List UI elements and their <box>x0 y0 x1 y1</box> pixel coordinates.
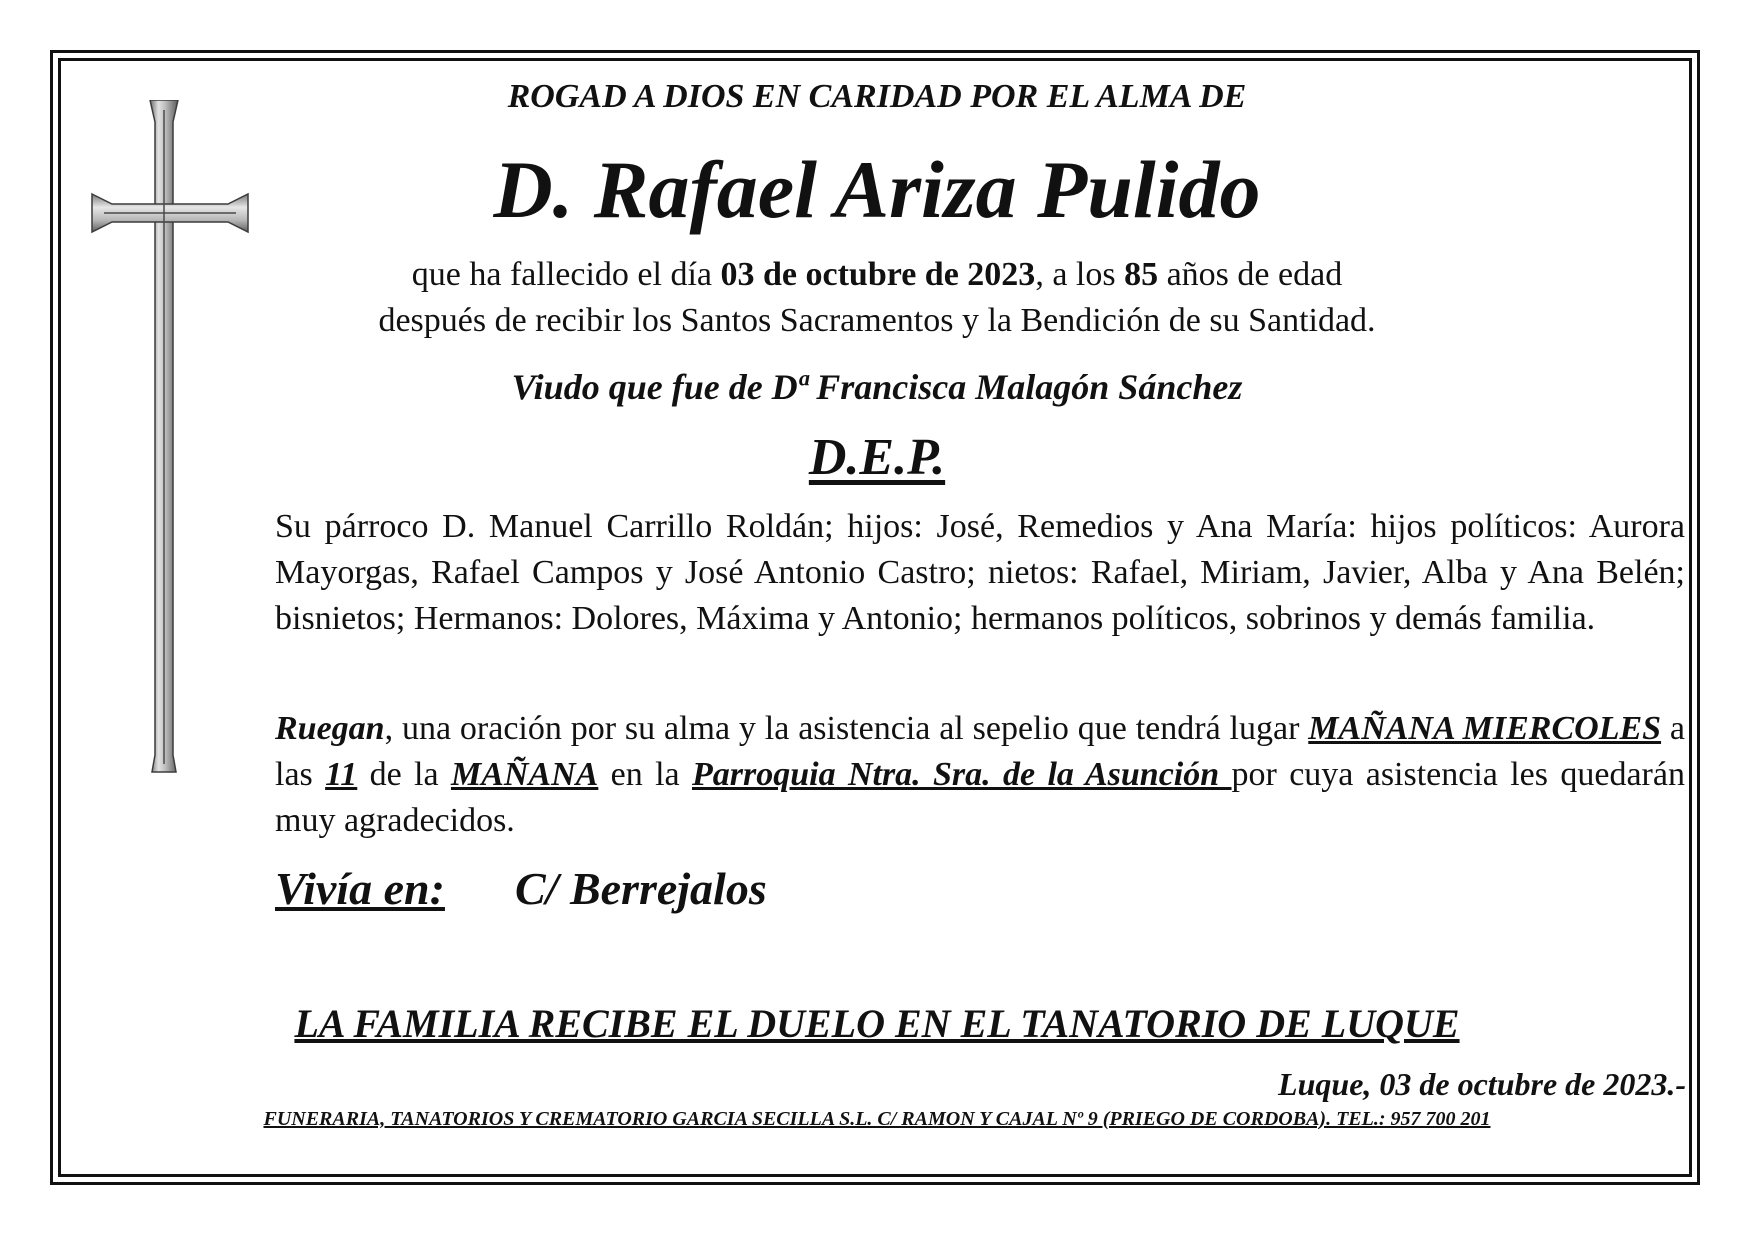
ruegan-text-4: en la <box>598 756 692 793</box>
place-date: Luque, 03 de octubre de 2023.- <box>1278 1066 1686 1102</box>
deceased-name: D. Rafael Ariza Pulido <box>493 144 1261 235</box>
ruegan-lead: Ruegan <box>275 710 385 747</box>
ruegan-text-2: a las <box>275 710 1685 793</box>
widow-line: Viudo que fue de Dª Francisca Malagón Sánchez <box>511 367 1243 407</box>
ruegan-text-1: , una oración por su alma y la asistencia al sepelio que tendrá lugar <box>384 710 1309 747</box>
residence-address: C/ Berrejalos <box>515 863 767 914</box>
burial-period: MAÑANA <box>450 756 599 793</box>
ruegan-text-3: de la <box>357 756 451 793</box>
funeral-company: FUNERARIA, TANATORIOS Y CREMATORIO GARCIA SECILLA S.L. C/ RAMON Y CAJAL Nº 9 (PRIEGO DE CORDOBA). TEL.: 957 700 201 <box>263 1108 1491 1130</box>
sacraments-line: después de recibir los Santos Sacramentos y la Bendición de su Santidad. <box>378 302 1376 339</box>
death-line <box>0 256 1754 294</box>
family-notice: LA FAMILIA RECIBE EL DUELO EN EL TANATORIO DE LUQUE <box>294 1001 1460 1046</box>
family-paragraph: Su párroco D. Manuel Carrillo Roldán; hijos: José, Remedios y Ana María: hijos políticos: Aurora Mayorgas, Rafael Campos y José Antonio Castro; nietos: Rafael, Miriam, Javier, Alba y Ana Belén; bisnietos; Hermanos: Dolores, Máxima y Antonio; hermanos políticos, sobrinos y demás familia. <box>275 508 1685 637</box>
death-date: 03 de octubre de 2023 <box>720 256 1036 293</box>
age: 85 <box>1124 256 1159 293</box>
death-prefix: que ha fallecido el día <box>411 256 721 293</box>
residence-label: Vivía en: <box>275 863 445 914</box>
burial-day: MAÑANA MIERCOLES <box>1308 710 1662 747</box>
burial-place: Parroquia Ntra. Sra. de la Asunción <box>692 756 1232 793</box>
death-middle: , a los <box>1035 256 1125 293</box>
burial-hour: 11 <box>325 756 358 793</box>
death-suffix: años de edad <box>1158 256 1343 293</box>
ruegan-paragraph <box>275 706 1685 844</box>
dep-heading: D.E.P. <box>808 429 946 486</box>
prayer-header: ROGAD A DIOS EN CARIDAD POR EL ALMA DE <box>507 78 1247 115</box>
ruegan-text-5: por cuya asistencia les quedarán muy agradecidos. <box>275 756 1685 839</box>
